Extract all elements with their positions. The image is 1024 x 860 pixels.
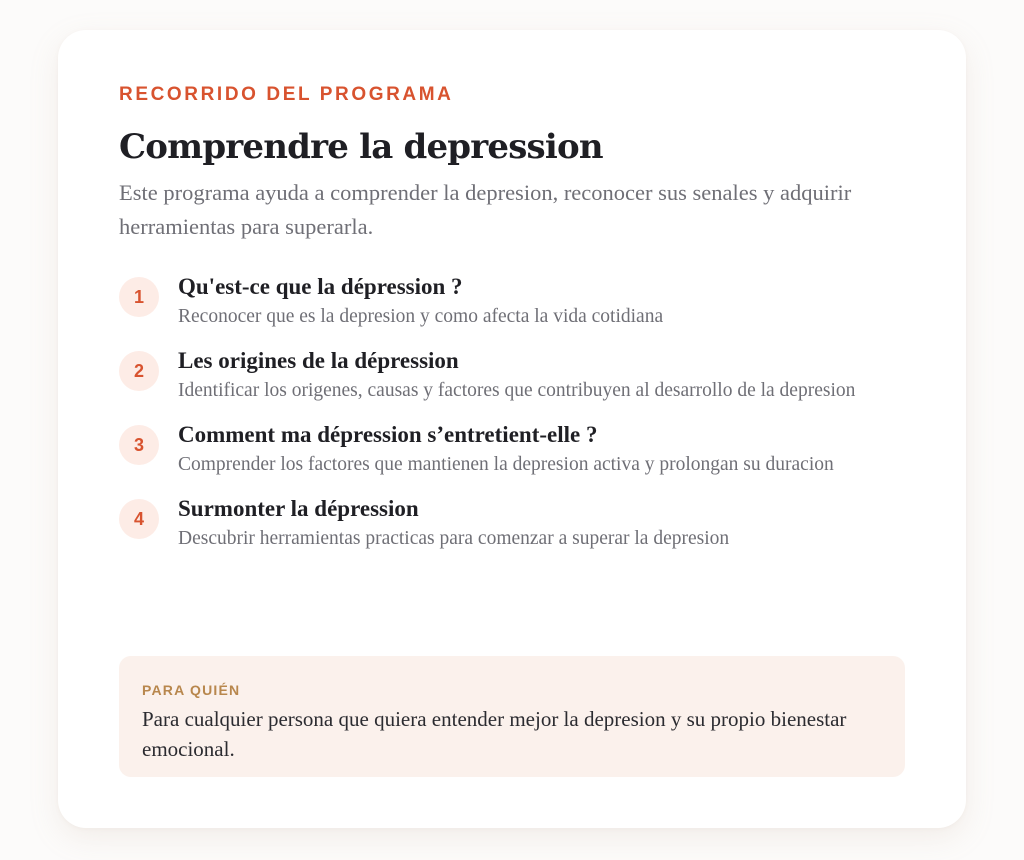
step-body: [178, 420, 905, 479]
audience-callout: [119, 656, 905, 777]
step-number-badge: 1: [119, 277, 159, 317]
step-title: Surmonter la dépression: [178, 496, 419, 521]
step-item: [119, 420, 905, 479]
step-title: Qu'est-ce que la dépression ?: [178, 274, 463, 299]
program-intro: Este programa ayuda a comprender la depresion, reconocer sus senales y adquirir herramientas para superarla.: [119, 180, 852, 239]
step-title: Comment ma dépression s’entretient-elle ?: [178, 422, 598, 447]
step-list: [119, 272, 905, 553]
step-item: [119, 346, 905, 405]
step-description: Comprender los factores que mantienen la depresion activa y prolongan su duracion: [178, 454, 834, 475]
step-description: Identificar los origenes, causas y factores que contribuyen al desarrollo de la depresion: [178, 380, 856, 401]
step-description: Reconocer que es la depresion y como afecta la vida cotidiana: [178, 306, 664, 327]
step-number-badge: 4: [119, 499, 159, 539]
step-number-badge: 2: [119, 351, 159, 391]
step-item: [119, 494, 905, 553]
step-item: [119, 272, 905, 331]
step-body: [178, 346, 905, 405]
step-title: Les origines de la dépression: [178, 348, 459, 373]
step-number-badge: 3: [119, 425, 159, 465]
step-body: [178, 272, 905, 331]
audience-label: PARA QUIÉN: [142, 682, 241, 698]
step-body: [178, 494, 905, 553]
section-eyebrow: RECORRIDO DEL PROGRAMA: [119, 84, 454, 105]
step-description: Descubrir herramientas practicas para comenzar a superar la depresion: [178, 528, 730, 549]
audience-text: Para cualquier persona que quiera entender mejor la depresion y su propio bienestar emocional.: [142, 707, 847, 761]
program-card: [58, 30, 966, 828]
page-title: Comprendre la depression: [119, 127, 603, 167]
